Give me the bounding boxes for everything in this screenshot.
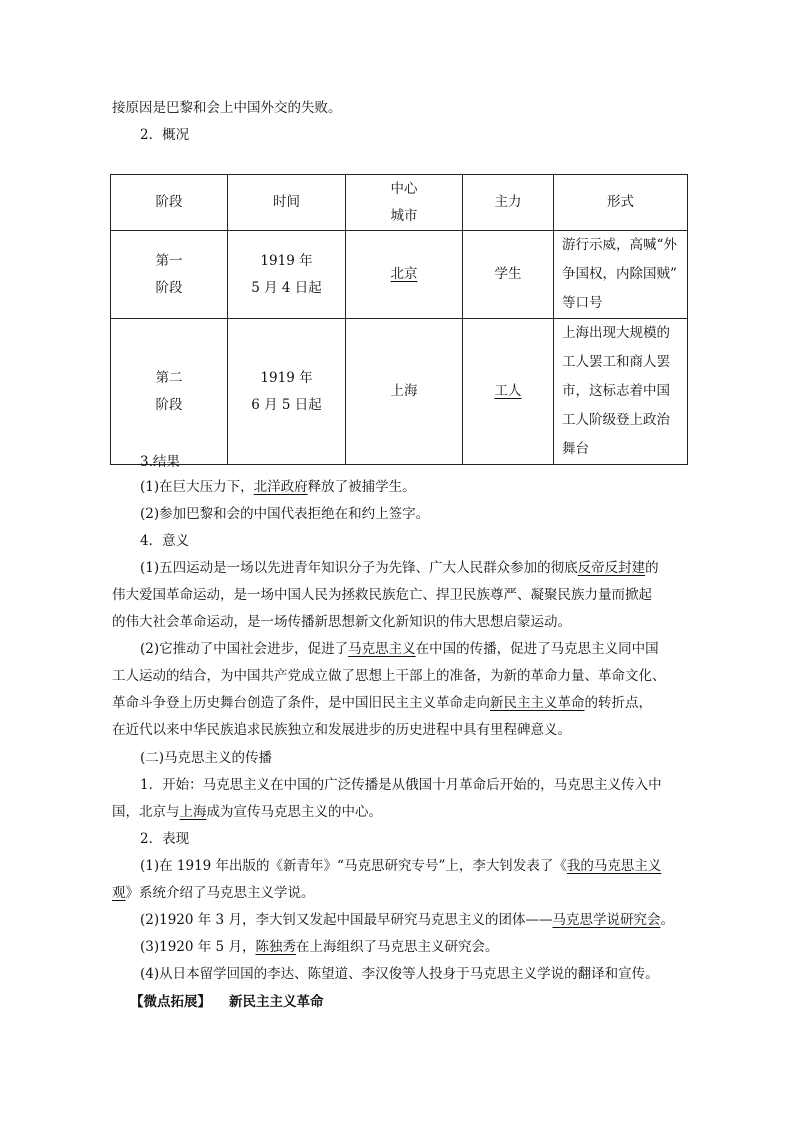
cell-stage: 第一 阶段 (111, 231, 228, 319)
underlined-term: 马克思主义 (348, 641, 416, 657)
cell-time: 1919 年 6 月 5 日起 (228, 319, 346, 465)
text: 在上海组织了马克思主义研究会。 (295, 939, 499, 955)
marxism-perf-4: (4)从日本留学回国的李达、陈望道、李汉俊等人投身于马克思主义学说的翻译和宣传。 (140, 966, 659, 982)
marxism-perf-1 (112, 883, 692, 903)
cell-force: 学生 (463, 231, 554, 319)
city-underlined: 北京 (390, 266, 418, 282)
text: (1)在巨大压力下， (140, 479, 254, 495)
cell-form: 上海出现大规模的 工人罢工和商人罢 市，这标志着中国 工人阶级登上政治 舞台 (554, 319, 688, 465)
marxism-perf-heading: 2．表现 (140, 831, 190, 847)
marxism-start-line (112, 802, 692, 822)
header-time: 时间 (228, 175, 346, 231)
significance-p2-line: 在近代以来中华民族追求民族独立和发展进步的历史进程中具有里程碑意义。 (112, 722, 571, 738)
marxism-perf-1 (140, 856, 720, 876)
significance-p2-line (112, 693, 692, 713)
significance-p1-line: 的伟大社会革命运动，是一场传播新思想新文化新知识的伟大思想启蒙运动。 (112, 614, 571, 630)
overview-heading: 2．概况 (140, 127, 190, 143)
header-force: 主力 (463, 175, 554, 231)
text: 革命斗争登上历史舞台创造了条件，是中国旧民主主义革命走向 (112, 695, 490, 711)
text: 在中国的传播，促进了马克思主义同中国 (415, 641, 659, 657)
significance-heading: 4．意义 (140, 533, 190, 549)
marxism-perf-2 (140, 910, 720, 930)
extension-label: 【微点拓展】 (130, 994, 211, 1010)
text: 国，北京与 (112, 804, 180, 820)
marxism-start-line: 1．开始：马克思主义在中国的广泛传播是从俄国十月革命后开始的，马克思主义传入中 (140, 777, 662, 793)
overview-table (110, 174, 688, 465)
significance-p2-line: 工人运动的结合，为中国共产党成立做了思想上干部上的准备，为新的革命力量、革命文化、 (112, 668, 666, 684)
extension-line (130, 992, 710, 1012)
significance-p1-line (140, 558, 720, 578)
significance-p2-line (140, 639, 720, 659)
header-stage: 阶段 (111, 175, 228, 231)
text: (1)五四运动是一场以先进青年知识分子为先锋、广大人民群众参加的彻底 (140, 560, 578, 576)
cell-city: 上海 (346, 319, 463, 465)
cell-stage: 第二 阶段 (111, 319, 228, 465)
underlined-term: 新民主主义革命 (490, 695, 585, 711)
underlined-term: 上海 (179, 804, 207, 820)
marxism-perf-3 (140, 937, 720, 957)
header-city: 中心 城市 (346, 175, 463, 231)
text: 》系统介绍了马克思主义学说。 (125, 885, 315, 901)
text: 成为宣传马克思主义的中心。 (206, 804, 382, 820)
result-item-2: (2)参加巴黎和会的中国代表拒绝在和约上签字。 (140, 506, 430, 522)
cell-time: 1919 年 5 月 4 日起 (228, 231, 346, 319)
text: 的转折点， (584, 695, 652, 711)
marxism-heading: (二)马克思主义的传播 (140, 750, 273, 766)
cell-city (346, 231, 463, 319)
text: (2)1920 年 3 月，李大钊又发起中国最早研究马克思主义的团体—— (140, 912, 553, 928)
cell-form: 游行示威，高喊“外 争国权，内除国贼” 等口号 (554, 231, 688, 319)
text: (3)1920 年 5 月， (140, 939, 256, 955)
text: 。 (660, 912, 674, 928)
text: 的 (645, 560, 659, 576)
table-row (111, 231, 688, 319)
intro-line: 接原因是巴黎和会上中国外交的失败。 (112, 100, 342, 116)
extension-title: 新民主主义革命 (229, 994, 324, 1010)
text: (1)在 1919 年出版的《新青年》“马克思研究专号”上，李大钊发表了《 (140, 858, 567, 874)
underlined-term: 陈独秀 (255, 939, 296, 955)
text: (2)它推动了中国社会进步，促进了 (140, 641, 349, 657)
underlined-term: 反帝反封建 (577, 560, 646, 576)
table-header-row (111, 175, 688, 231)
header-form: 形式 (554, 175, 688, 231)
underlined-term: 观 (112, 885, 126, 901)
underlined-term: 我的马克思主义 (566, 858, 662, 874)
significance-p1-line: 伟大爱国革命运动，是一场中国人民为拯救民族危亡、捍卫民族尊严、凝聚民族力量而掀起 (112, 587, 652, 603)
table-row (111, 319, 688, 465)
result-item-1 (140, 477, 720, 497)
force-underlined: 工人 (494, 383, 522, 399)
cell-force (463, 319, 554, 465)
underlined-term: 北洋政府 (253, 479, 308, 495)
text: 释放了被捕学生。 (307, 479, 416, 495)
result-heading: 3.结果 (140, 454, 180, 470)
underlined-term: 马克思学说研究会 (552, 912, 661, 928)
